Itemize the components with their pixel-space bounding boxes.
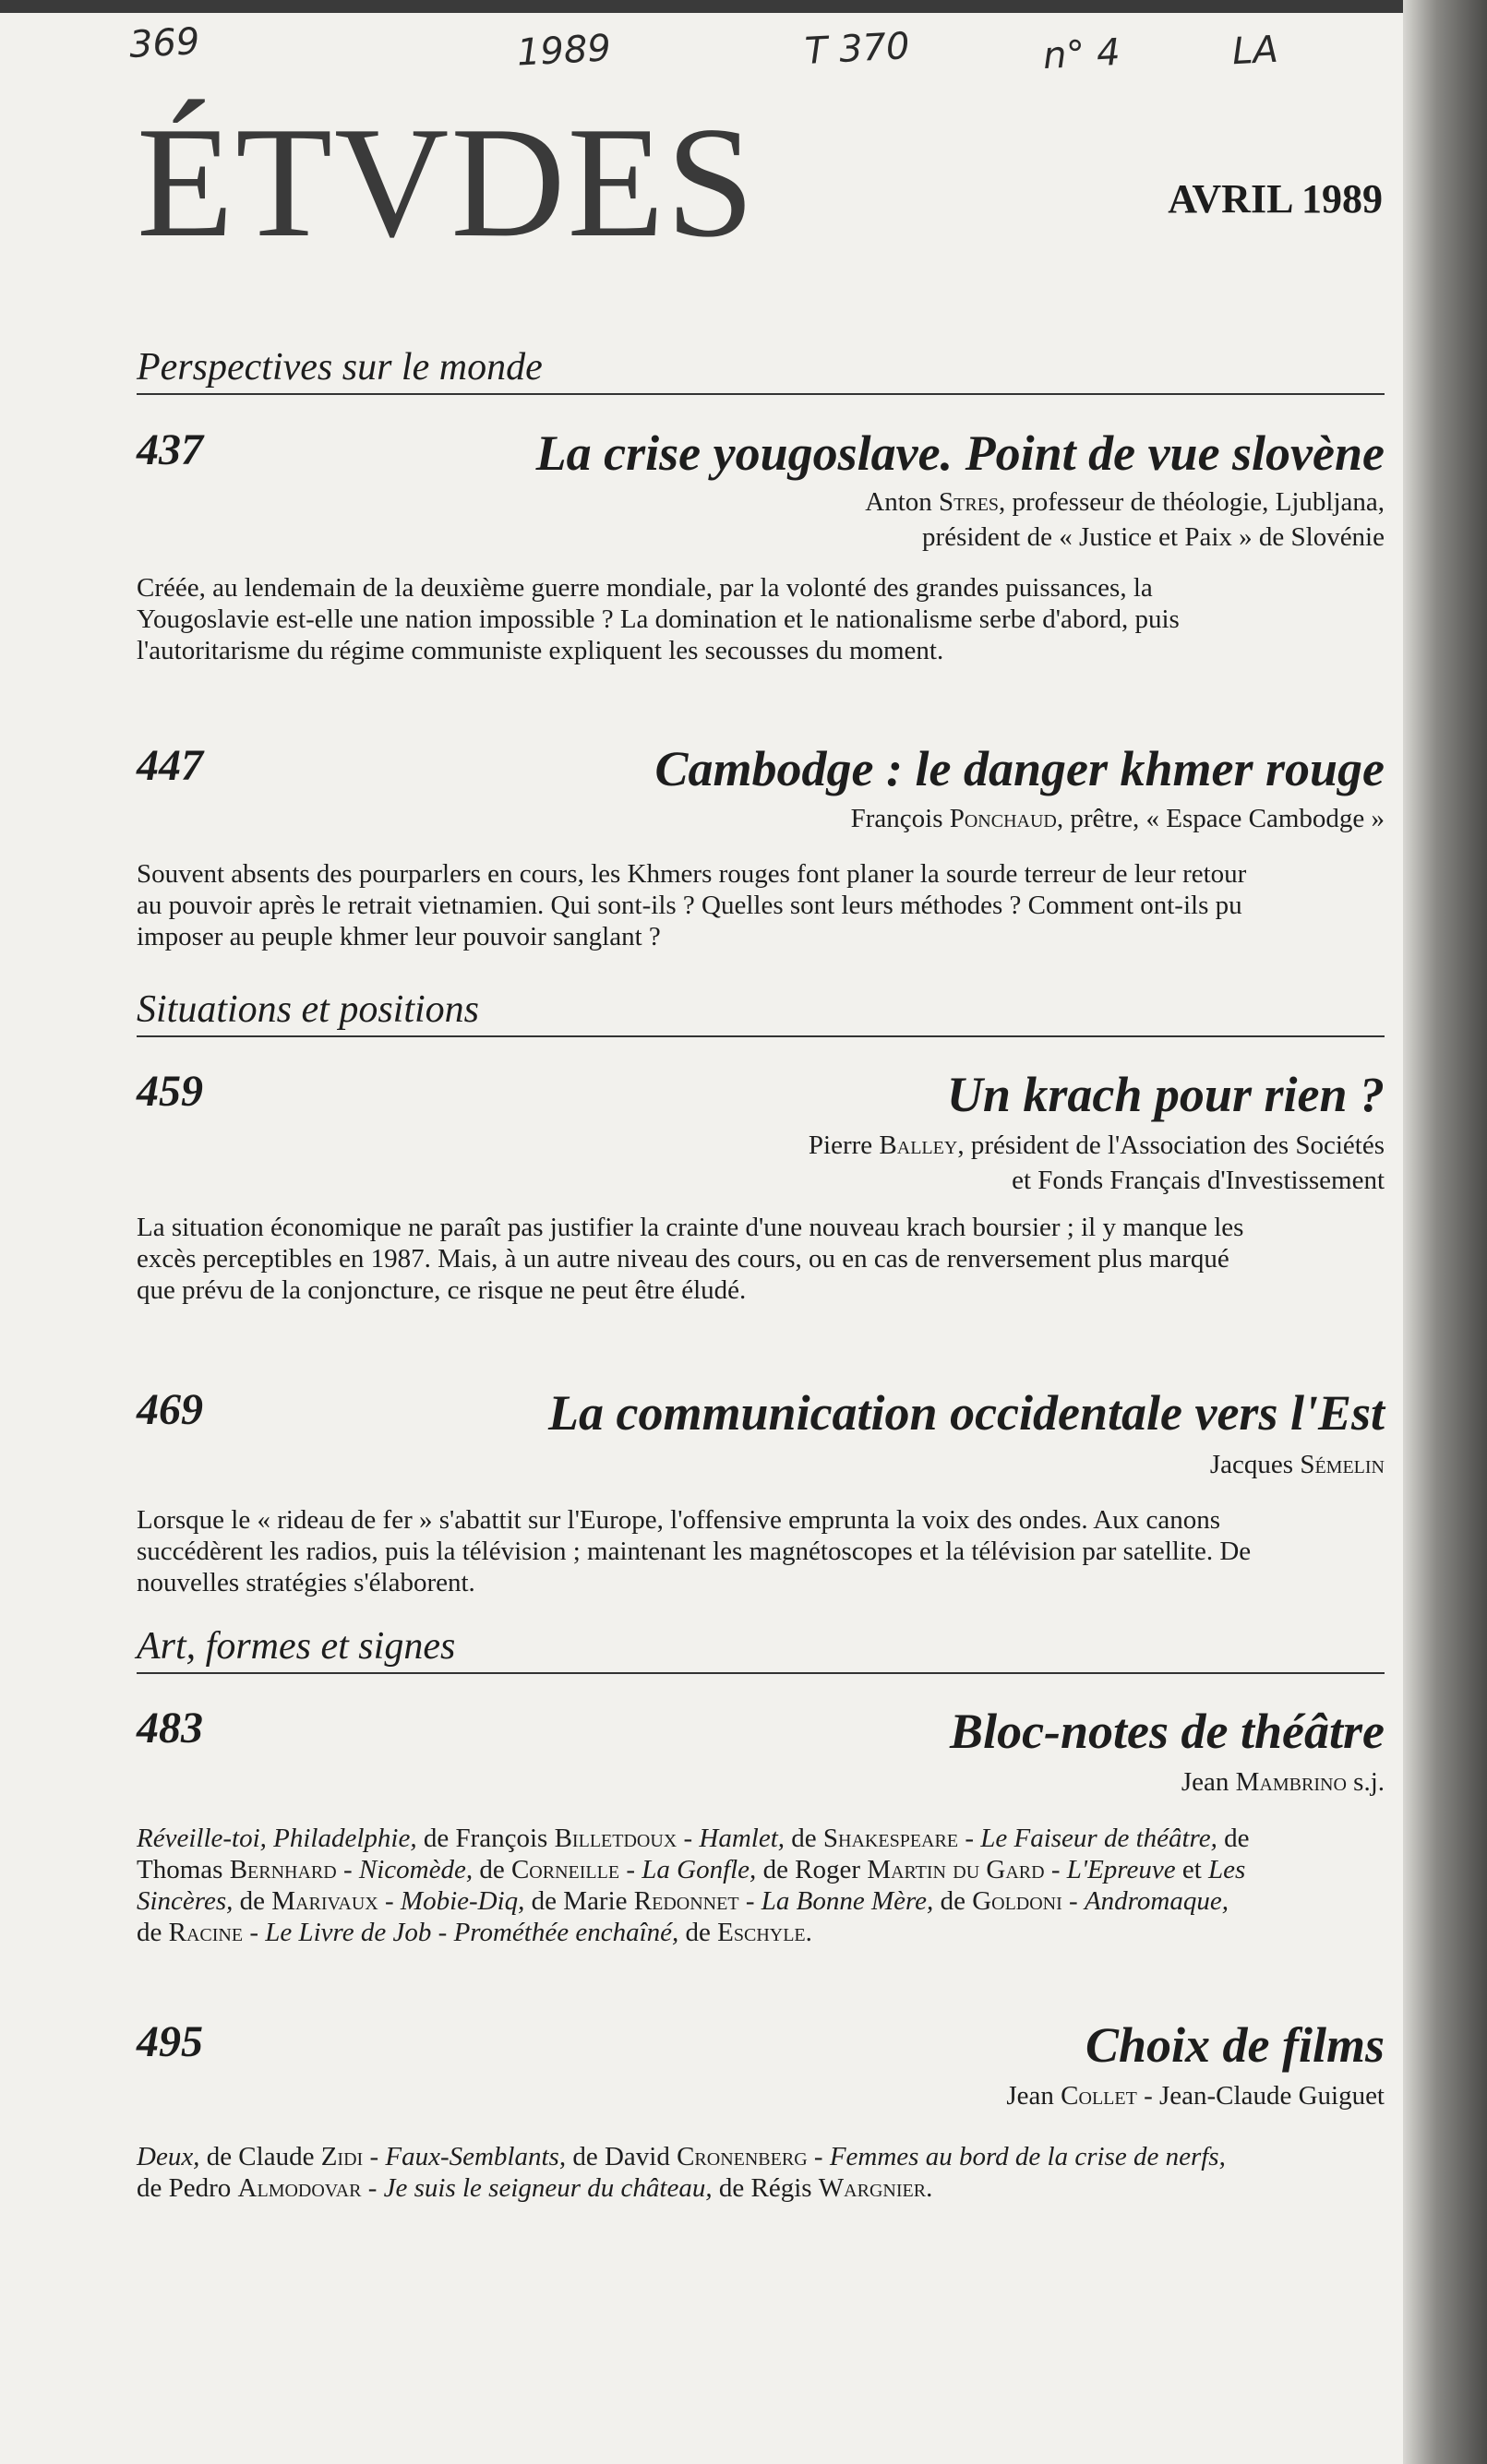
article-author	[865, 484, 1385, 555]
author-first-name: François	[850, 804, 950, 833]
article-title: La crise yougoslave. Point de vue slovène	[535, 425, 1385, 481]
abstract-text: -	[1044, 1855, 1067, 1884]
abstract-text: -	[361, 2173, 384, 2203]
handwritten-note: T 370	[803, 25, 911, 73]
article-page-number: 483	[137, 1704, 203, 1752]
work-title: Faux-Semblants,	[385, 2142, 567, 2171]
abstract-text: de	[678, 1918, 718, 1947]
author-last-name: Balley	[879, 1130, 958, 1160]
scan-binding-shadow	[1403, 0, 1487, 2464]
work-title: Mobie-Diq,	[400, 1886, 525, 1916]
work-title: Femmes au bord de la crise de nerfs,	[829, 2142, 1226, 2171]
creator-name: Corneille	[510, 1855, 620, 1884]
abstract-text: de	[137, 1918, 169, 1947]
abstract-text: -	[738, 1886, 761, 1916]
abstract-text: -	[619, 1855, 642, 1884]
abstract-text: de Claude	[199, 2142, 321, 2171]
work-title: Andromaque,	[1084, 1886, 1229, 1916]
creator-name: Redonnet	[633, 1886, 739, 1916]
article-title: Un krach pour rien ?	[946, 1067, 1385, 1122]
work-title: La Bonne Mère,	[761, 1886, 934, 1916]
abstract-text: de Régis	[712, 2173, 819, 2203]
work-title: Je suis le seigneur du château,	[383, 2173, 713, 2203]
article-abstract: Créée, au lendemain de la deuxième guerre mondiale, par la volonté des grandes puissances, la Yougoslavie est-elle une nation impossible ? La domination et le nationalisme serbe d'abord, puis l'autoritarisme du régime communiste expliquent les secousses du moment.	[137, 573, 1180, 665]
author-role: s.j.	[1346, 1767, 1385, 1797]
creator-name: Shakespeare	[822, 1824, 959, 1853]
creator-name: Racine	[168, 1918, 244, 1947]
abstract-text: -	[363, 2142, 386, 2171]
article-heading	[137, 425, 1385, 484]
author-role: , professeur de théologie, Ljubljana,	[999, 487, 1385, 517]
article-page-number: 437	[137, 425, 203, 474]
article-page-number: 495	[137, 2017, 203, 2066]
work-title: L'Epreuve	[1066, 1855, 1176, 1884]
article-author	[809, 1128, 1385, 1198]
author-role-line2: président de « Justice et Paix » de Slovénie	[922, 522, 1385, 552]
abstract-text: .	[805, 1918, 812, 1947]
work-title: Nicomède,	[358, 1855, 474, 1884]
abstract-text: -	[336, 1855, 359, 1884]
work-title: Deux,	[137, 2142, 200, 2171]
section-heading	[137, 1624, 1385, 1674]
author-last-name: Sémelin	[1300, 1450, 1385, 1479]
abstract-text: de	[233, 1886, 272, 1916]
handwritten-note: n° 4	[1041, 30, 1121, 78]
article-author	[1181, 1764, 1385, 1800]
scan-top-edge	[0, 0, 1487, 13]
article-heading	[137, 1384, 1385, 1443]
creator-name: Marivaux	[271, 1886, 378, 1916]
author-role: , président de l'Association des Sociétés	[957, 1130, 1385, 1160]
abstract-text: -	[677, 1824, 700, 1853]
abstract-text: -	[1061, 1886, 1085, 1916]
author-first-name: Jacques	[1209, 1450, 1301, 1479]
abstract-text: de Marie	[524, 1886, 634, 1916]
abstract-text: -	[378, 1886, 401, 1916]
article-title: Choix de films	[1085, 2017, 1385, 2073]
section-heading	[137, 987, 1385, 1037]
author-last-name: Stres	[939, 487, 1000, 517]
section-title: Art, formes et signes	[137, 1625, 456, 1668]
abstract-text: de Roger	[756, 1855, 868, 1884]
article-heading	[137, 1066, 1385, 1125]
article-page-number: 447	[137, 741, 203, 790]
issue-date: AVRIL 1989	[1168, 176, 1383, 221]
work-title: Réveille-toi, Philadelphie,	[137, 1824, 417, 1853]
article-title: La communication occidentale vers l'Est	[548, 1385, 1385, 1441]
author-first-name: Jean	[1181, 1767, 1236, 1797]
abstract-text: et	[1175, 1855, 1209, 1884]
abstract-text: de François	[416, 1824, 555, 1853]
handwritten-note: 1989	[515, 27, 612, 75]
creator-name: Wargnier	[818, 2173, 927, 2203]
work-title: La Gonfle,	[642, 1855, 757, 1884]
work-title: Le Faiseur de théâtre,	[980, 1824, 1217, 1853]
creator-name: Martin du Gard	[867, 1855, 1045, 1884]
work-title: Prométhée enchaîné,	[453, 1918, 679, 1947]
article-abstract: Lorsque le « rideau de fer » s'abattit sur l'Europe, l'offensive emprunta la voix des ondes. Aux canons succédèrent les radios, puis la télévision ; maintenant les magnétoscopes et la télévision par satellite. De nouvelles stratégies s'élaborent.	[137, 1505, 1252, 1597]
creator-name: Goldoni	[972, 1886, 1062, 1916]
article-title: Bloc-notes de théâtre	[950, 1704, 1385, 1759]
abstract-text: de	[473, 1855, 511, 1884]
creator-name: Bernhard	[229, 1855, 337, 1884]
creator-name: Zidi	[320, 2142, 364, 2171]
abstract-text: -	[243, 1918, 266, 1947]
section-title: Situations et positions	[137, 988, 480, 1031]
abstract-text: de Pedro	[137, 2173, 238, 2203]
article-abstract	[137, 2141, 1253, 2204]
author-last-name: Collet	[1061, 2081, 1137, 2111]
article-abstract: Souvent absents des pourparlers en cours, les Khmers rouges font planer la sourde terreur de leur retour au pouvoir après le retrait vietnamien. Qui sont-ils ? Quelles sont leurs méthodes ? Comment ont-ils pu imposer au peuple khmer leur pouvoir sanglant ?	[137, 859, 1247, 951]
author-first-name: Pierre	[808, 1130, 880, 1160]
article-author	[851, 801, 1385, 836]
creator-name: Eschyle	[717, 1918, 806, 1947]
article-author	[1006, 2078, 1385, 2113]
section-heading	[137, 345, 1385, 395]
author-first-name: Anton	[865, 487, 940, 517]
article-title: Cambodge : le danger khmer rouge	[654, 741, 1385, 796]
work-title: Les Sincères,	[137, 1855, 1246, 1916]
abstract-text: -	[807, 2142, 830, 2171]
handwritten-note: LA	[1230, 28, 1279, 74]
creator-name: Cronenberg	[677, 2142, 808, 2171]
author-first-name: Jean	[1006, 2081, 1061, 2111]
creator-name: Billetdoux	[554, 1824, 678, 1853]
section-title: Perspectives sur le monde	[137, 346, 543, 389]
work-title: Le Livre de Job	[265, 1918, 432, 1947]
work-title: Hamlet,	[699, 1824, 785, 1853]
abstract-text: .	[926, 2173, 933, 2203]
abstract-text: de Thomas	[137, 1824, 1250, 1884]
author-role: , prêtre, « Espace Cambodge »	[1056, 804, 1385, 833]
article-heading	[137, 2016, 1385, 2075]
author-last-name: Mambrino	[1235, 1767, 1347, 1797]
creator-name: Almodovar	[237, 2173, 362, 2203]
author-last-name: Ponchaud	[949, 804, 1057, 833]
article-heading	[137, 1703, 1385, 1762]
abstract-text: de	[933, 1886, 973, 1916]
article-page-number: 469	[137, 1385, 203, 1434]
article-page-number: 459	[137, 1067, 203, 1116]
abstract-text: de David	[566, 2142, 678, 2171]
abstract-text: de	[785, 1824, 823, 1853]
author-role: - Jean-Claude Guiguet	[1136, 2081, 1385, 2111]
article-author	[1210, 1447, 1385, 1482]
abstract-text: -	[958, 1824, 981, 1853]
magazine-masthead: ÉTVDES	[137, 95, 757, 270]
author-role-line2: et Fonds Français d'Investissement	[1012, 1166, 1385, 1195]
abstract-text: -	[431, 1918, 454, 1947]
article-abstract	[137, 1823, 1253, 1948]
article-heading	[137, 740, 1385, 799]
handwritten-note: 369	[127, 20, 201, 66]
article-abstract: La situation économique ne paraît pas justifier la crainte d'une nouveau krach boursier ; il y manque les excès perceptibles en 1987. Mais, à un autre niveau des cours, ou en cas de renversement plus marqué que prévu de la conjoncture, ce risque ne peut être éludé.	[137, 1213, 1244, 1305]
